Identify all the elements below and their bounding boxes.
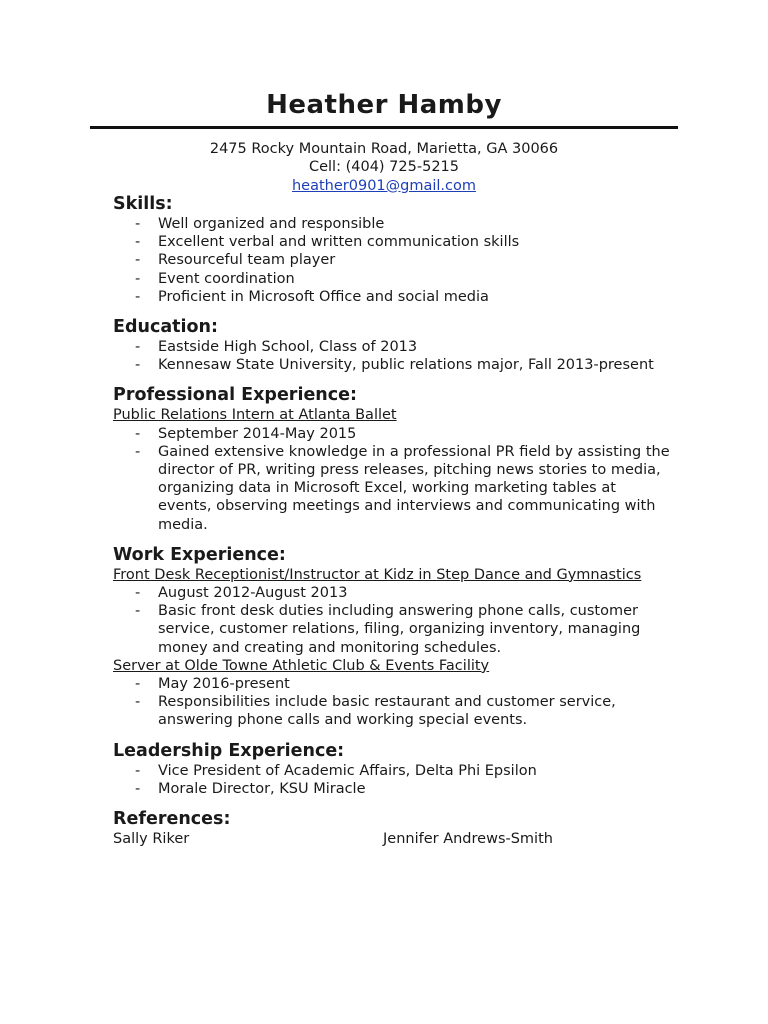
section-title-work: Work Experience:	[113, 544, 286, 565]
list-item: - Vice President of Academic Affairs, Delta Phi Epsilon	[135, 762, 537, 779]
work-section	[113, 545, 673, 730]
list-item: - May 2016-present	[135, 676, 290, 693]
list-item: - Proficient in Microsoft Office and social media	[135, 288, 489, 305]
list-item: - Responsibilities include basic restaurant and customer service, answering phone calls and working special events.	[135, 694, 616, 729]
resume-body	[113, 194, 673, 848]
address: 2475 Rocky Mountain Road, Marietta, GA 30066	[209, 141, 559, 157]
list-item: - Gained extensive knowledge in a professional PR field by assisting the director of PR, writing press releases, pitching news stories to media, organizing data in Microsoft Excel, working marketing tables at events, observing meetings and interviews and communicating with media.	[135, 443, 670, 533]
list-item: - Well organized and responsible	[135, 216, 385, 232]
reference-name: Jennifer Andrews-Smith	[383, 831, 553, 848]
job-title: Front Desk Receptionist/Instructor at Kidz in Step Dance and Gymnastics	[113, 566, 642, 583]
cell-phone: Cell: (404) 725-5215	[308, 159, 459, 176]
education-list	[113, 338, 673, 374]
header-rule	[90, 126, 678, 129]
leadership-section	[113, 741, 673, 798]
list-item: - Excellent verbal and written communication skills	[135, 234, 520, 251]
job-title: Public Relations Intern at Atlanta Ballet	[113, 407, 397, 424]
list-item: - Resourceful team player	[135, 252, 336, 269]
section-title-leadership: Leadership Experience:	[113, 740, 345, 761]
job-title: Server at Olde Towne Athletic Club & Events Facility	[113, 657, 490, 674]
reference-name: Sally Riker	[113, 831, 190, 848]
professional-list	[113, 425, 673, 534]
list-item: - September 2014-May 2015	[135, 425, 357, 442]
list-item: - Event coordination	[135, 270, 295, 287]
candidate-name: Heather Hamby	[266, 90, 502, 120]
list-item: - Morale Director, KSU Miracle	[135, 780, 366, 797]
section-title-references: References:	[113, 809, 231, 830]
section-title-skills: Skills:	[113, 194, 173, 214]
references-section	[113, 809, 673, 848]
skills-list	[113, 215, 673, 306]
list-item: - Basic front desk duties including answering phone calls, customer service, customer relations, filing, organizing inventory, managing money and creating and monitoring schedules.	[135, 603, 641, 656]
leadership-list	[113, 762, 673, 798]
list-item: - August 2012-August 2013	[135, 585, 348, 602]
section-title-education: Education:	[113, 317, 218, 338]
professional-section	[113, 385, 673, 533]
references-row	[113, 830, 673, 848]
list-item: - Kennesaw State University, public relations major, Fall 2013-present	[135, 357, 654, 374]
email-link[interactable]: heather0901@gmail.com	[291, 177, 476, 194]
section-title-professional: Professional Experience:	[113, 385, 358, 406]
work-list	[113, 584, 673, 657]
contact-block	[0, 140, 768, 195]
work-list	[113, 675, 673, 730]
list-item: - Eastside High School, Class of 2013	[135, 339, 418, 356]
skills-section	[113, 194, 673, 306]
education-section	[113, 317, 673, 374]
